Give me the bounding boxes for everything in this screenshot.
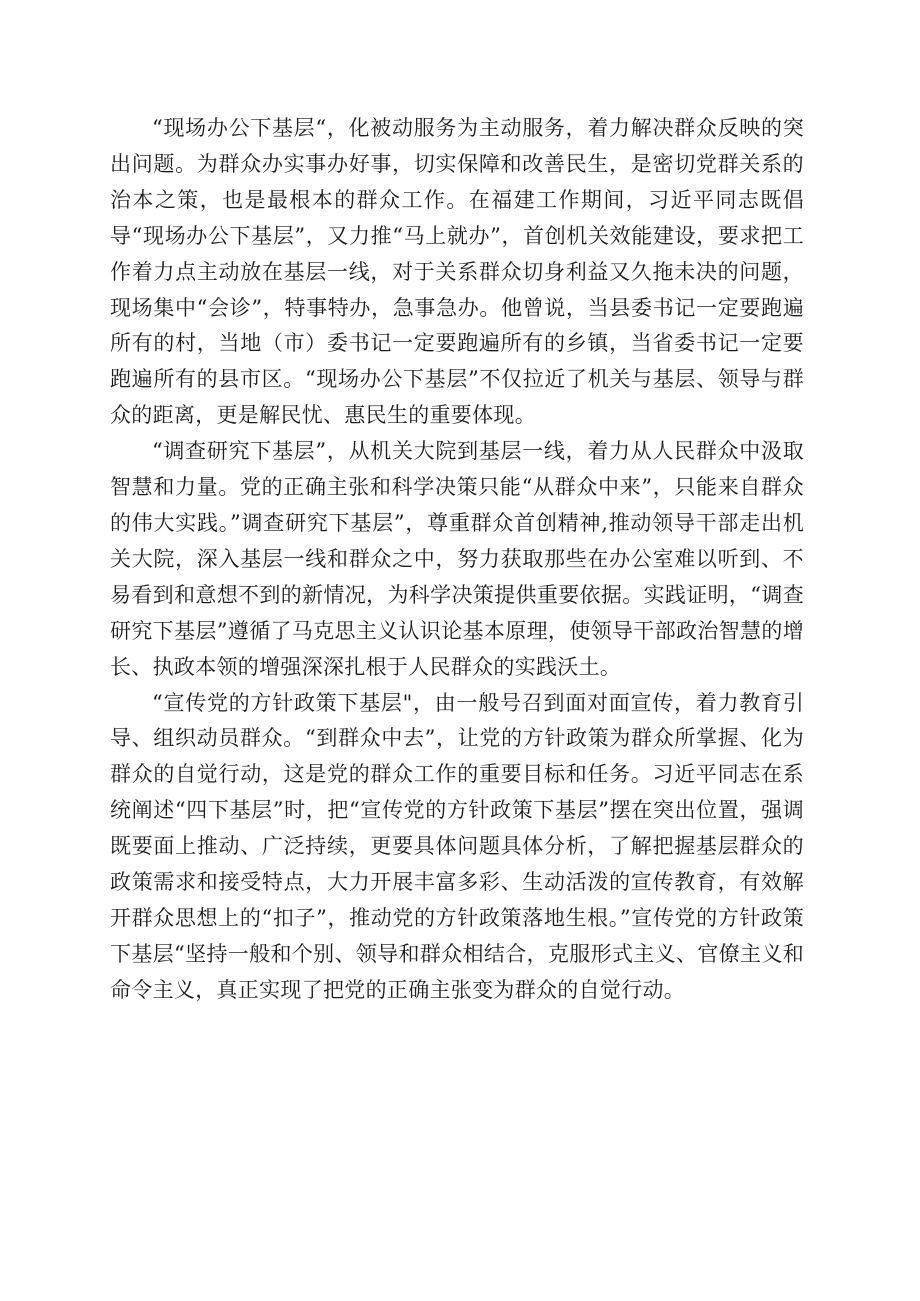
paragraph-policy-publicity: “宣传党的方针政策下基层"，由一般号召到面对面宣传，着力教育引导、组织动员群众。“到群众中去”，让党的方针政策为群众所掌握、化为群众的自觉行动，这是党的群众工作的重要目标和任务。习近平同志在系统阐述“四下基层”时，把“宣传党的方针政策下基层”摆在突出位置，强调既要面上推动、广泛持续，更要具体问题具体分析，了解把握基层群众的政策需求和接受特点，大力开展丰富多彩、生动活泼的宣传教育，有效解开群众思想上的“扣子”，推动党的方针政策落地生根。”宣传党的方针政策下基层“坚持一般和个别、领导和群众相结合，克服形式主义、官僚主义和命令主义，真正实现了把党的正确主张变为群众的自觉行动。 bbox=[110, 690, 804, 1002]
paragraph-on-site-office: “现场办公下基层“，化被动服务为主动服务，着力解决群众反映的突出问题。为群众办实事办好事，切实保障和改善民生，是密切党群关系的治本之策，也是最根本的群众工作。在福建工作期间，习近平同志既倡导“现场办公下基层”，又力推“马上就办”，首创机关效能建设，要求把工作着力点主动放在基层一线，对于关系群众切身利益又久拖未决的问题，现场集中“会诊”，特事特办，急事急办。他曾说，当县委书记一定要跑遍所有的村，当地（市）委书记一定要跑遍所有的乡镇，当省委书记一定要跑遍所有的县市区。“现场办公下基层”不仅拉近了机关与基层、领导与群众的距离，更是解民忧、惠民生的重要体现。 bbox=[110, 116, 804, 428]
document-body bbox=[110, 111, 804, 1009]
paragraph-investigation-research: “调查研究下基层”，从机关大院到基层一线，着力从人民群众中汲取智慧和力量。党的正确主张和科学决策只能“从群众中来”，只能来自群众的伟大实践。”调查研究下基层”，尊重群众首创精神,推动领导干部走出机关大院，深入基层一线和群众之中，努力获取那些在办公室难以听到、不易看到和意想不到的新情况，为科学决策提供重要依据。实践证明，“调查研究下基层”遵循了马克思主义认识论基本原理，使领导干部政治智慧的增长、执政本领的增强深深扎根于人民群众的实践沃土。 bbox=[110, 439, 804, 679]
